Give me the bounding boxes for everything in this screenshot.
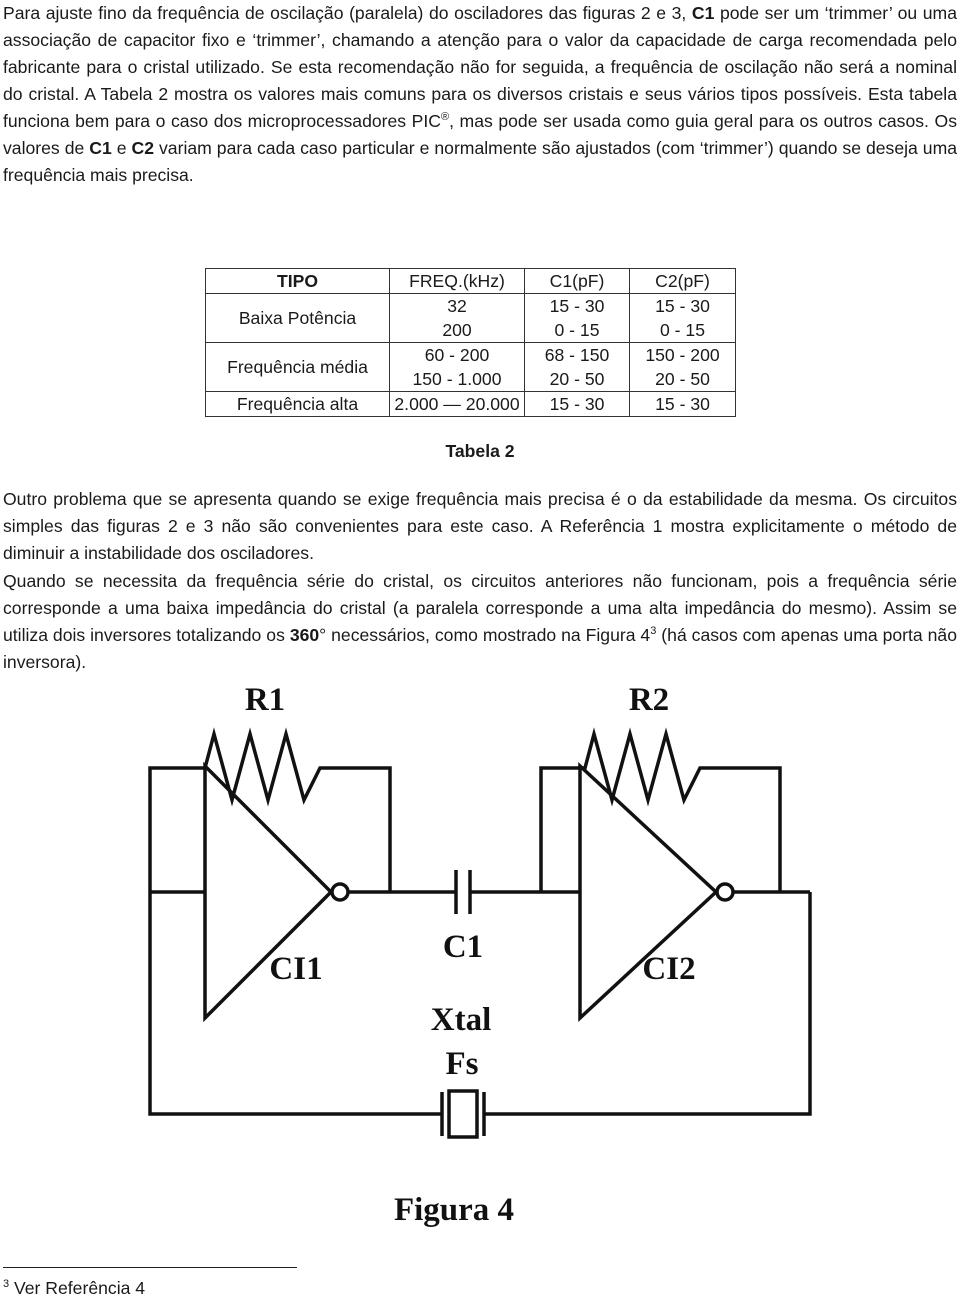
text-bold: C1: [89, 138, 112, 158]
text: (há casos com apenas uma porta não inversora).: [3, 625, 957, 672]
tipo-cell: Frequência média: [206, 343, 390, 392]
footnote: [3, 1276, 145, 1300]
header-cell: FREQ.(kHz): [390, 269, 525, 294]
footnote-text: Ver Referência 4: [9, 1278, 146, 1298]
ci1-bubble: [332, 884, 348, 900]
ci1-label: CI1: [269, 951, 323, 987]
text: variam para cada caso particular e normalmente são ajustados (com ‘trimmer’) quando se deseja uma frequência mais precisa.: [3, 138, 958, 185]
freq-cell: 32 200: [390, 294, 525, 343]
c1-cell: 15 - 30 0 - 15: [525, 294, 630, 343]
r1-label: R1: [244, 682, 286, 718]
text: ° necessários, como mostrado na Figura 4: [319, 625, 651, 645]
xtal-wire-right: [484, 892, 810, 1114]
text: Quando se necessita da frequência série do cristal, os circuitos anteriores não funcionam, pois a frequência série corresponde a uma baixa impedância do cristal (a paralela corresponde a uma alta impedância do mesmo). Assim se utiliza dois inversores totalizando os: [3, 571, 957, 645]
figure-caption: Figura 4: [393, 1192, 515, 1228]
tipo-cell: Frequência alta: [206, 392, 390, 417]
table-caption: Tabela 2: [445, 441, 515, 461]
footnote-ref: 3: [650, 625, 657, 637]
tipo-cell: Baixa Potência: [206, 294, 390, 343]
ci2-bubble: [717, 884, 733, 900]
text-bold: C1: [691, 3, 715, 23]
header-cell: C2(pF): [630, 269, 736, 294]
text: , mas pode ser usada como guia geral para os outros casos. Os valores de: [3, 111, 957, 158]
c2-cell: 15 - 30 0 - 15: [630, 294, 736, 343]
table-header-row: [206, 269, 736, 294]
header-cell: C1(pF): [525, 269, 630, 294]
text: e: [111, 138, 132, 158]
intro-paragraph: [3, 0, 957, 189]
c2-cell: 15 - 30: [630, 392, 736, 417]
ci2-label: CI2: [642, 951, 696, 987]
xtal-body: [449, 1091, 477, 1137]
footnote-divider: [3, 1267, 297, 1268]
fs-label: Fs: [445, 1046, 479, 1082]
text: Para ajuste fino da frequência de oscilação (paralela) do osciladores das figuras 2 e 3,: [3, 3, 692, 23]
series-frequency-paragraph: [3, 568, 957, 676]
r1-wire: [150, 734, 390, 892]
xtal-label: Xtal: [430, 1002, 492, 1038]
text-bold: C2: [131, 138, 155, 158]
text: pode ser um ‘trimmer’ ou uma associação de capacitor fixo e ‘trimmer’, chamando a atenção para o valor da capacidade de carga recomendada pelo fabricante para o cristal utilizado. Se esta recomendação não for seguida, a frequência de oscilação não será a nominal do cristal. A Tabela 2 mostra os valores mais comuns para os diversos cristais e seus vários tipos possíveis. Esta tabela funciona bem para o caso dos microprocessadores PIC: [3, 3, 957, 131]
c1-label: C1: [442, 929, 484, 965]
c1-cell: 68 - 150 20 - 50: [525, 343, 630, 392]
footnote-number: 3: [3, 1278, 10, 1290]
r2-label: R2: [628, 682, 670, 718]
r2-wire: [541, 734, 780, 892]
freq-cell: 2.000 — 20.000: [390, 392, 525, 417]
table-row: [206, 294, 736, 343]
c2-cell: 150 - 200 20 - 50: [630, 343, 736, 392]
registered-mark: ®: [440, 111, 450, 123]
text-bold: 360: [289, 625, 320, 645]
freq-cell: 60 - 200 150 - 1.000: [390, 343, 525, 392]
table-row: [206, 392, 736, 417]
stability-paragraph: Outro problema que se apresenta quando se exige frequência mais precisa é o da estabilidade da mesma. Os circuitos simples das figuras 2 e 3 não são convenientes para este caso. A Referência 1 mostra explicitamente o método de diminuir a instabilidade dos osciladores.: [3, 489, 957, 563]
capacitor-table: [205, 268, 736, 417]
header-cell: TIPO: [206, 269, 390, 294]
c1-cell: 15 - 30: [525, 392, 630, 417]
circuit-figure-4: [0, 674, 960, 1234]
table-row: [206, 343, 736, 392]
